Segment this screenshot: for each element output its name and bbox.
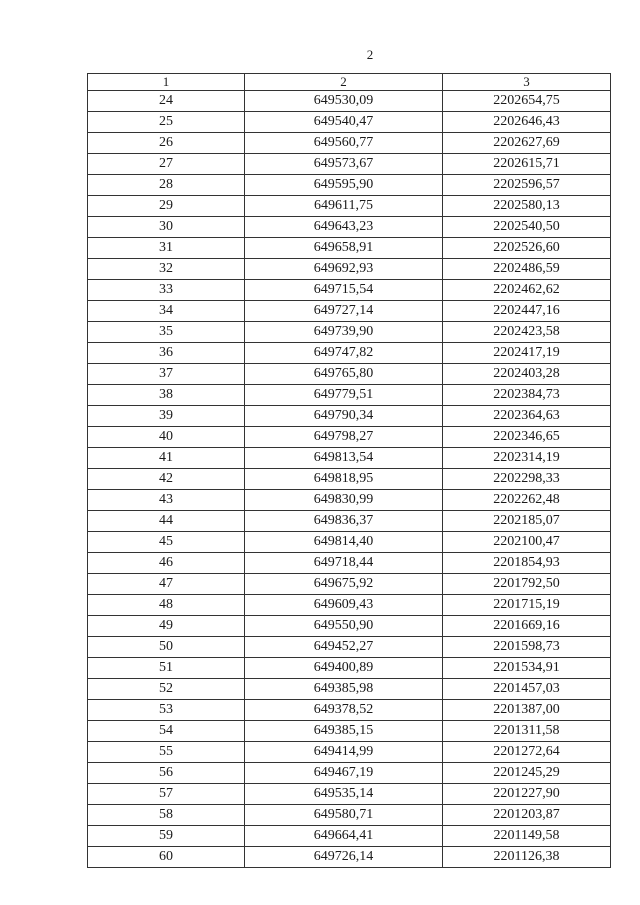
x-coordinate-cell: 649814,40 <box>245 532 443 553</box>
x-coordinate-cell: 649727,14 <box>245 301 443 322</box>
x-coordinate-cell: 649813,54 <box>245 448 443 469</box>
y-coordinate-cell: 2201715,19 <box>443 595 611 616</box>
point-number-cell: 50 <box>88 637 245 658</box>
y-coordinate-cell: 2201387,00 <box>443 700 611 721</box>
x-coordinate-cell: 649573,67 <box>245 154 443 175</box>
table-row <box>88 154 611 175</box>
table-row <box>88 280 611 301</box>
point-number-cell: 52 <box>88 679 245 700</box>
x-coordinate-cell: 649452,27 <box>245 637 443 658</box>
point-number-cell: 35 <box>88 322 245 343</box>
point-number-cell: 26 <box>88 133 245 154</box>
y-coordinate-cell: 2202384,73 <box>443 385 611 406</box>
y-coordinate-cell: 2202646,43 <box>443 112 611 133</box>
x-coordinate-cell: 649540,47 <box>245 112 443 133</box>
point-number-cell: 33 <box>88 280 245 301</box>
y-coordinate-cell: 2201227,90 <box>443 784 611 805</box>
table-row <box>88 427 611 448</box>
table-row <box>88 385 611 406</box>
point-number-cell: 37 <box>88 364 245 385</box>
y-coordinate-cell: 2201126,38 <box>443 847 611 868</box>
table-row <box>88 637 611 658</box>
page-number: 2 <box>366 47 374 62</box>
table-row <box>88 343 611 364</box>
point-number-cell: 39 <box>88 406 245 427</box>
x-coordinate-cell: 649467,19 <box>245 763 443 784</box>
table-row <box>88 301 611 322</box>
y-coordinate-cell: 2202654,75 <box>443 91 611 112</box>
y-coordinate-cell: 2202627,69 <box>443 133 611 154</box>
table-row <box>88 595 611 616</box>
x-coordinate-cell: 649560,77 <box>245 133 443 154</box>
table-row <box>88 133 611 154</box>
y-coordinate-cell: 2202615,71 <box>443 154 611 175</box>
x-coordinate-cell: 649530,09 <box>245 91 443 112</box>
x-coordinate-cell: 649747,82 <box>245 343 443 364</box>
y-coordinate-cell: 2201457,03 <box>443 679 611 700</box>
x-coordinate-cell: 649378,52 <box>245 700 443 721</box>
table-row <box>88 469 611 490</box>
point-number-cell: 47 <box>88 574 245 595</box>
x-coordinate-cell: 649739,90 <box>245 322 443 343</box>
point-number-cell: 46 <box>88 553 245 574</box>
column-header-2: 2 <box>245 74 443 91</box>
x-coordinate-cell: 649798,27 <box>245 427 443 448</box>
table-header-row <box>88 74 611 91</box>
table-row <box>88 826 611 847</box>
column-header-1: 1 <box>88 74 245 91</box>
y-coordinate-cell: 2202314,19 <box>443 448 611 469</box>
point-number-cell: 53 <box>88 700 245 721</box>
y-coordinate-cell: 2202526,60 <box>443 238 611 259</box>
y-coordinate-cell: 2202417,19 <box>443 343 611 364</box>
y-coordinate-cell: 2201854,93 <box>443 553 611 574</box>
point-number-cell: 32 <box>88 259 245 280</box>
point-number-cell: 51 <box>88 658 245 679</box>
x-coordinate-cell: 649611,75 <box>245 196 443 217</box>
point-number-cell: 28 <box>88 175 245 196</box>
point-number-cell: 45 <box>88 532 245 553</box>
column-header-3: 3 <box>443 74 611 91</box>
point-number-cell: 34 <box>88 301 245 322</box>
y-coordinate-cell: 2201272,64 <box>443 742 611 763</box>
table-row <box>88 763 611 784</box>
y-coordinate-cell: 2202346,65 <box>443 427 611 448</box>
point-number-cell: 40 <box>88 427 245 448</box>
y-coordinate-cell: 2201598,73 <box>443 637 611 658</box>
x-coordinate-cell: 649664,41 <box>245 826 443 847</box>
x-coordinate-cell: 649675,92 <box>245 574 443 595</box>
y-coordinate-cell: 2202423,58 <box>443 322 611 343</box>
table-row <box>88 847 611 868</box>
table-row <box>88 721 611 742</box>
point-number-cell: 36 <box>88 343 245 364</box>
table-row <box>88 700 611 721</box>
x-coordinate-cell: 649818,95 <box>245 469 443 490</box>
x-coordinate-cell: 649790,34 <box>245 406 443 427</box>
x-coordinate-cell: 649692,93 <box>245 259 443 280</box>
y-coordinate-cell: 2202486,59 <box>443 259 611 280</box>
table-row <box>88 406 611 427</box>
x-coordinate-cell: 649726,14 <box>245 847 443 868</box>
y-coordinate-cell: 2202298,33 <box>443 469 611 490</box>
point-number-cell: 30 <box>88 217 245 238</box>
x-coordinate-cell: 649643,23 <box>245 217 443 238</box>
y-coordinate-cell: 2201245,29 <box>443 763 611 784</box>
point-number-cell: 27 <box>88 154 245 175</box>
table-row <box>88 196 611 217</box>
table-row <box>88 805 611 826</box>
x-coordinate-cell: 649658,91 <box>245 238 443 259</box>
y-coordinate-cell: 2201669,16 <box>443 616 611 637</box>
point-number-cell: 42 <box>88 469 245 490</box>
y-coordinate-cell: 2202185,07 <box>443 511 611 532</box>
y-coordinate-cell: 2201534,91 <box>443 658 611 679</box>
point-number-cell: 24 <box>88 91 245 112</box>
y-coordinate-cell: 2202580,13 <box>443 196 611 217</box>
x-coordinate-cell: 649718,44 <box>245 553 443 574</box>
table-row <box>88 553 611 574</box>
point-number-cell: 48 <box>88 595 245 616</box>
y-coordinate-cell: 2202540,50 <box>443 217 611 238</box>
y-coordinate-cell: 2202403,28 <box>443 364 611 385</box>
x-coordinate-cell: 649830,99 <box>245 490 443 511</box>
x-coordinate-cell: 649580,71 <box>245 805 443 826</box>
y-coordinate-cell: 2201311,58 <box>443 721 611 742</box>
table-row <box>88 364 611 385</box>
table-row <box>88 532 611 553</box>
point-number-cell: 60 <box>88 847 245 868</box>
point-number-cell: 55 <box>88 742 245 763</box>
y-coordinate-cell: 2202262,48 <box>443 490 611 511</box>
coordinates-table-body <box>88 74 611 868</box>
x-coordinate-cell: 649400,89 <box>245 658 443 679</box>
y-coordinate-cell: 2201149,58 <box>443 826 611 847</box>
point-number-cell: 31 <box>88 238 245 259</box>
table-row <box>88 784 611 805</box>
y-coordinate-cell: 2202364,63 <box>443 406 611 427</box>
point-number-cell: 58 <box>88 805 245 826</box>
table-row <box>88 742 611 763</box>
y-coordinate-cell: 2202447,16 <box>443 301 611 322</box>
y-coordinate-cell: 2201203,87 <box>443 805 611 826</box>
table-row <box>88 490 611 511</box>
x-coordinate-cell: 649535,14 <box>245 784 443 805</box>
x-coordinate-cell: 649765,80 <box>245 364 443 385</box>
table-row <box>88 511 611 532</box>
table-row <box>88 616 611 637</box>
table-row <box>88 259 611 280</box>
table-row <box>88 91 611 112</box>
x-coordinate-cell: 649779,51 <box>245 385 443 406</box>
table-row <box>88 238 611 259</box>
table-row <box>88 679 611 700</box>
y-coordinate-cell: 2202462,62 <box>443 280 611 301</box>
point-number-cell: 59 <box>88 826 245 847</box>
point-number-cell: 56 <box>88 763 245 784</box>
x-coordinate-cell: 649595,90 <box>245 175 443 196</box>
point-number-cell: 41 <box>88 448 245 469</box>
point-number-cell: 38 <box>88 385 245 406</box>
x-coordinate-cell: 649385,98 <box>245 679 443 700</box>
x-coordinate-cell: 649836,37 <box>245 511 443 532</box>
point-number-cell: 57 <box>88 784 245 805</box>
table-row <box>88 322 611 343</box>
point-number-cell: 44 <box>88 511 245 532</box>
point-number-cell: 43 <box>88 490 245 511</box>
table-row <box>88 658 611 679</box>
point-number-cell: 29 <box>88 196 245 217</box>
table-row <box>88 448 611 469</box>
point-number-cell: 49 <box>88 616 245 637</box>
table-row <box>88 574 611 595</box>
x-coordinate-cell: 649715,54 <box>245 280 443 301</box>
x-coordinate-cell: 649609,43 <box>245 595 443 616</box>
coordinates-table <box>87 73 611 868</box>
y-coordinate-cell: 2202596,57 <box>443 175 611 196</box>
table-row <box>88 217 611 238</box>
x-coordinate-cell: 649414,99 <box>245 742 443 763</box>
x-coordinate-cell: 649550,90 <box>245 616 443 637</box>
point-number-cell: 25 <box>88 112 245 133</box>
y-coordinate-cell: 2202100,47 <box>443 532 611 553</box>
table-row <box>88 112 611 133</box>
x-coordinate-cell: 649385,15 <box>245 721 443 742</box>
table-row <box>88 175 611 196</box>
y-coordinate-cell: 2201792,50 <box>443 574 611 595</box>
point-number-cell: 54 <box>88 721 245 742</box>
